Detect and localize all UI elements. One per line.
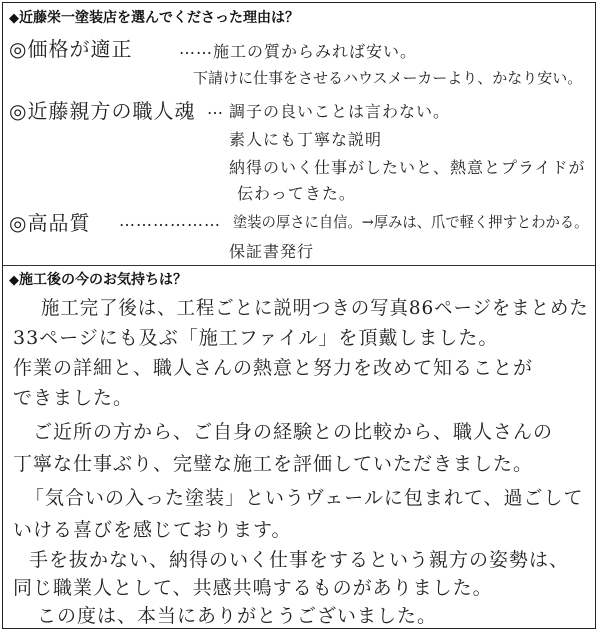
question-2-text: 施工後の今のお気持ちは？ bbox=[19, 272, 187, 288]
reason-1-title: ◎価格が適正 bbox=[9, 37, 133, 61]
reason-2-detail-4: 伝わってきた。 bbox=[237, 184, 356, 203]
answer-line: 作業の詳細と、職人さんの熱意と努力を改めて知ることが bbox=[13, 357, 534, 379]
reason-3-title: ◎高品質 bbox=[9, 211, 91, 235]
reason-3-detail-1: 塗装の厚さに自信。→厚みは、爪で軽く押すとわかる。 bbox=[233, 213, 589, 231]
reason-2-detail-1: 調子の良いことは言わない。 bbox=[229, 102, 451, 121]
question-1-text: 近藤栄一塗装店を選んでくださった理由は？ bbox=[19, 10, 299, 26]
reason-1-detail-1: 施工の質からみれば安い。 bbox=[213, 42, 418, 61]
answer-line: 丁寧な仕事ぶり、完璧な施工を評価していただきました。 bbox=[13, 453, 534, 475]
answer-line: ご近所の方から、ご自身の経験との比較から、職人さんの bbox=[33, 421, 554, 443]
question-1-heading bbox=[9, 7, 299, 27]
testimonial-sheet bbox=[2, 2, 596, 629]
question-2-heading bbox=[9, 269, 187, 289]
answer-line: いける喜びを感じております。 bbox=[13, 519, 292, 541]
reason-3-dots: ……………… bbox=[119, 211, 221, 230]
answer-line: 施工完了後は、工程ごとに説明つきの写真86ページをまとめた bbox=[41, 297, 589, 319]
reason-2-title: ◎近藤親方の職人魂 bbox=[9, 99, 196, 123]
reason-2-detail-2: 素人にも丁寧な説明 bbox=[229, 130, 383, 149]
section-divider bbox=[3, 265, 595, 266]
reason-2-dots: … bbox=[207, 99, 224, 118]
answer-line: 33ページにも及ぶ「施工ファイル」を頂戴しました。 bbox=[13, 327, 499, 349]
answer-line: この度は、本当にありがとうございました。 bbox=[37, 605, 438, 627]
answer-line: 同じ職業人として、共感共鳴するものがありました。 bbox=[13, 577, 493, 599]
answer-line: 「気合いの入った塗装」というヴェールに包まれて、過ごして bbox=[25, 487, 584, 509]
diamond-bullet-icon: ◆ bbox=[9, 273, 19, 288]
reason-1-detail-2: 下請けに仕事をさせるハウスメーカーより、かなり安い。 bbox=[193, 69, 583, 87]
reason-1-dots: …… bbox=[179, 39, 213, 58]
answer-line: できました。 bbox=[13, 387, 134, 409]
reason-3-detail-2: 保証書発行 bbox=[229, 242, 315, 261]
diamond-bullet-icon: ◆ bbox=[9, 11, 19, 26]
reason-2-detail-3: 納得のいく仕事がしたいと、熱意とプライドが bbox=[229, 158, 586, 177]
answer-line: 手を抜かない、納得のいく仕事をするという親方の姿勢は、 bbox=[29, 549, 570, 571]
